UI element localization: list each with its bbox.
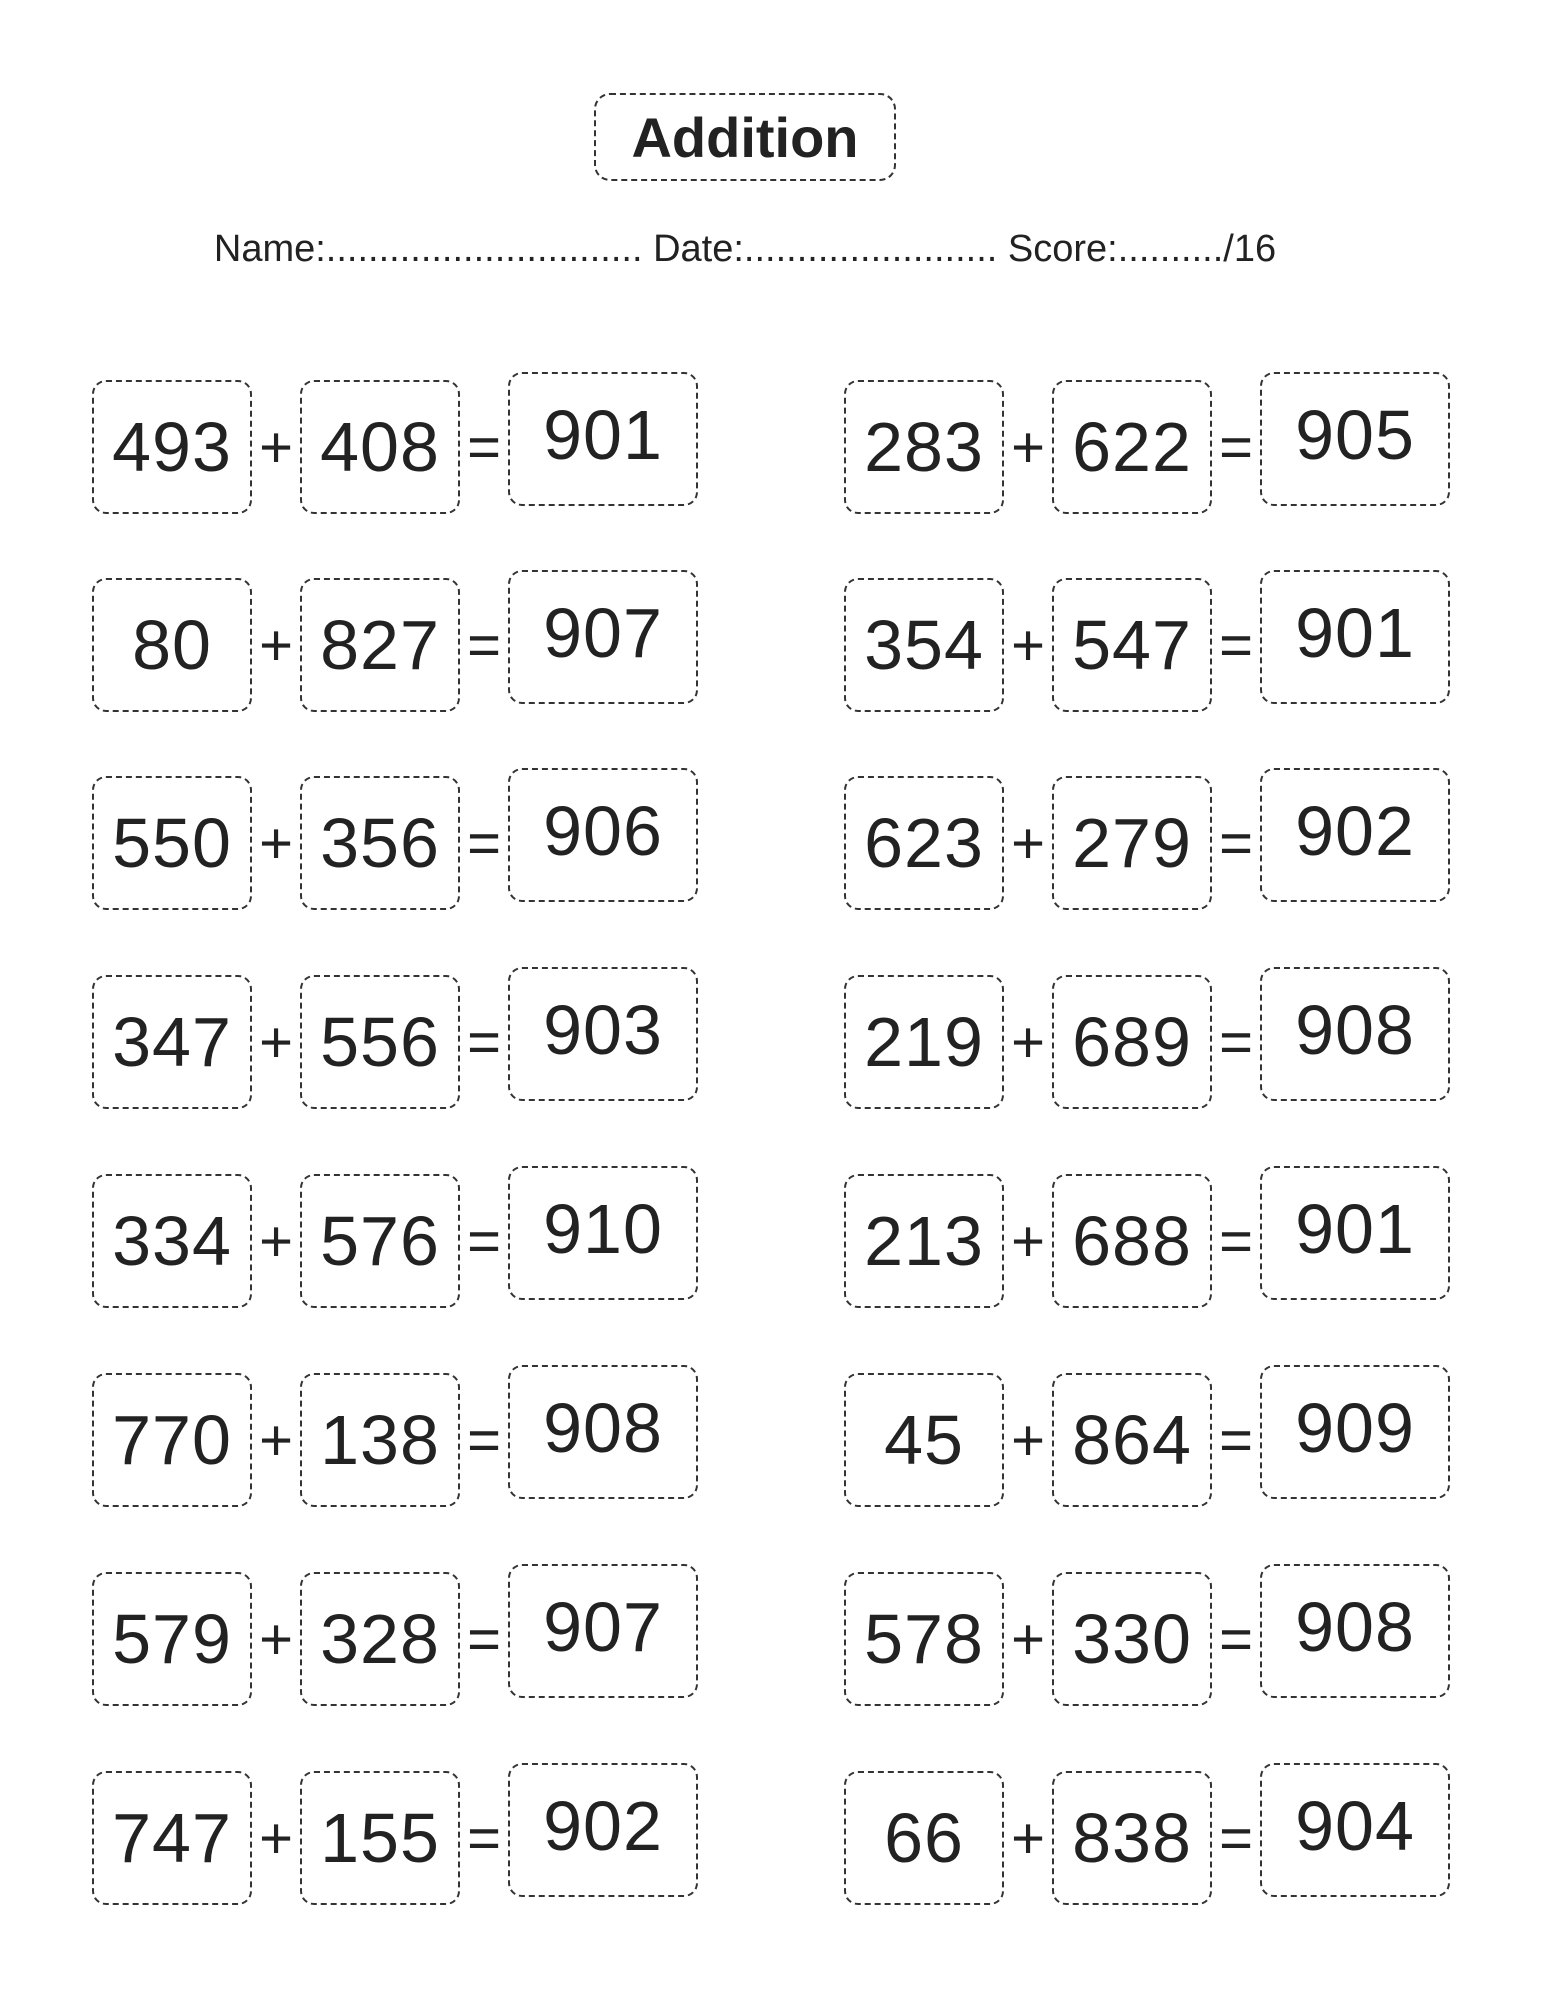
addend-1-box: 80 [92,578,252,712]
addend-2-box: 330 [1052,1572,1212,1706]
answer-box[interactable]: 906 [508,768,698,902]
addend-2-box: 688 [1052,1174,1212,1308]
equals-sign: = [467,1805,501,1871]
equals-sign: = [1219,1208,1253,1274]
problem-row [840,1365,1480,1505]
equals-sign: = [467,1606,501,1672]
equals-sign: = [467,1407,501,1473]
name-label: Name: [213,228,326,270]
equals-sign: = [1219,1805,1253,1871]
problem-row [88,1166,728,1306]
plus-sign: + [1011,1208,1045,1274]
plus-sign: + [259,414,293,480]
addend-2-box: 356 [300,776,460,910]
problem-row [88,372,728,512]
equals-sign: = [467,1208,501,1274]
equals-sign: = [1219,1009,1253,1075]
addend-1-box: 770 [92,1373,252,1507]
answer-box[interactable]: 907 [508,1564,698,1698]
score-blank[interactable]: .......... [1117,228,1224,270]
addend-2-box: 827 [300,578,460,712]
problem-row [840,1763,1480,1903]
equals-sign: = [467,414,501,480]
answer-box[interactable]: 905 [1260,372,1450,506]
plus-sign: + [1011,810,1045,876]
addend-2-box: 864 [1052,1373,1212,1507]
answer-box[interactable]: 901 [1260,570,1450,704]
addend-2-box: 138 [300,1373,460,1507]
right-problem-column [840,0,1480,2000]
plus-sign: + [259,1407,293,1473]
score-total: /16 [1223,228,1277,270]
answer-box[interactable]: 901 [1260,1166,1450,1300]
problem-row [840,372,1480,512]
addend-1-box: 354 [844,578,1004,712]
addend-1-box: 579 [92,1572,252,1706]
problem-row [88,967,728,1107]
addend-2-box: 556 [300,975,460,1109]
plus-sign: + [259,810,293,876]
equals-sign: = [467,1009,501,1075]
plus-sign: + [259,1606,293,1672]
addend-1-box: 219 [844,975,1004,1109]
addend-1-box: 334 [92,1174,252,1308]
addend-1-box: 493 [92,380,252,514]
date-label: Date: [653,228,744,270]
problem-row [88,768,728,908]
problem-row [88,570,728,710]
addend-2-box: 576 [300,1174,460,1308]
addend-1-box: 578 [844,1572,1004,1706]
plus-sign: + [259,1805,293,1871]
plus-sign: + [1011,612,1045,678]
addend-2-box: 622 [1052,380,1212,514]
equals-sign: = [1219,414,1253,480]
addend-1-box: 283 [844,380,1004,514]
answer-box[interactable]: 908 [1260,1564,1450,1698]
problem-row [840,570,1480,710]
problem-row [840,1166,1480,1306]
addend-1-box: 347 [92,975,252,1109]
problem-row [88,1564,728,1704]
plus-sign: + [1011,1805,1045,1871]
answer-box[interactable]: 907 [508,570,698,704]
equals-sign: = [1219,612,1253,678]
score-label: Score: [1007,228,1118,270]
addend-2-box: 408 [300,380,460,514]
plus-sign: + [1011,414,1045,480]
plus-sign: + [259,612,293,678]
addend-1-box: 623 [844,776,1004,910]
addend-1-box: 45 [844,1373,1004,1507]
date-blank[interactable]: ........................ [743,228,998,270]
addend-2-box: 328 [300,1572,460,1706]
plus-sign: + [259,1208,293,1274]
equals-sign: = [1219,810,1253,876]
equals-sign: = [1219,1606,1253,1672]
plus-sign: + [259,1009,293,1075]
answer-box[interactable]: 902 [1260,768,1450,902]
equals-sign: = [1219,1407,1253,1473]
addend-2-box: 279 [1052,776,1212,910]
equals-sign: = [467,810,501,876]
name-blank[interactable]: .............................. [325,228,643,270]
addend-1-box: 747 [92,1771,252,1905]
problem-row [840,967,1480,1107]
answer-box[interactable]: 908 [508,1365,698,1499]
addend-1-box: 550 [92,776,252,910]
problem-row [840,1564,1480,1704]
answer-box[interactable]: 908 [1260,967,1450,1101]
equals-sign: = [467,612,501,678]
problem-row [840,768,1480,908]
answer-box[interactable]: 910 [508,1166,698,1300]
addend-2-box: 547 [1052,578,1212,712]
addend-2-box: 838 [1052,1771,1212,1905]
problem-row [88,1365,728,1505]
problem-row [88,1763,728,1903]
plus-sign: + [1011,1009,1045,1075]
answer-box[interactable]: 902 [508,1763,698,1897]
answer-box[interactable]: 903 [508,967,698,1101]
addend-2-box: 689 [1052,975,1212,1109]
addend-1-box: 66 [844,1771,1004,1905]
worksheet-title: Addition [594,93,896,181]
answer-box[interactable]: 909 [1260,1365,1450,1499]
plus-sign: + [1011,1606,1045,1672]
answer-box[interactable]: 901 [508,372,698,506]
answer-box[interactable]: 904 [1260,1763,1450,1897]
left-problem-column [88,0,728,2000]
addend-1-box: 213 [844,1174,1004,1308]
plus-sign: + [1011,1407,1045,1473]
addend-2-box: 155 [300,1771,460,1905]
